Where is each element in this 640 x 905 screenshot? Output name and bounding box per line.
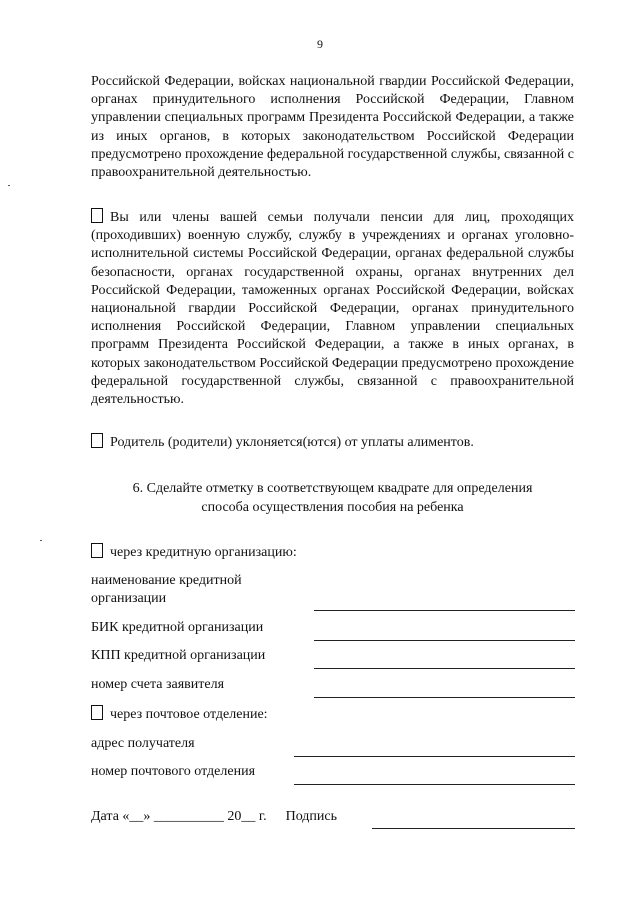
page-number: 9 bbox=[317, 37, 323, 51]
section-6-heading-line2: способа осуществления пособия на ребенка bbox=[201, 500, 464, 515]
pension-option bbox=[91, 208, 574, 409]
post-checkbox[interactable] bbox=[91, 705, 103, 720]
post-option bbox=[91, 705, 268, 724]
credit-option-label: через кредитную организацию: bbox=[110, 545, 297, 560]
signature-label: Подпись bbox=[285, 809, 337, 824]
address-field[interactable] bbox=[294, 756, 575, 757]
account-field[interactable] bbox=[314, 697, 575, 698]
bank-name-label-line1: наименование кредитной bbox=[91, 573, 242, 588]
post-option-label: через почтовое отделение: bbox=[110, 707, 268, 722]
credit-option bbox=[91, 543, 297, 562]
bik-label: БИК кредитной организации bbox=[91, 620, 264, 635]
paragraph-continued: Российской Федерации, войсках национальной гвардии Российской Федерации, органах принудительного исполнения Российской Федерации, Главном управлении специальных программ Президента Российской Федерации, а также из иных органов, в которых законодательством Российской Федерации предусмотрено прохождение федеральной государственной службы, связанной с правоохранительной деятельностью. bbox=[91, 74, 574, 181]
bank-name-label-line2: организации bbox=[91, 591, 167, 606]
post-office-label: номер почтового отделения bbox=[91, 764, 256, 779]
pension-option-text: Вы или члены вашей семьи получали пенсии для лиц, проходящих (проходивших) военную службу, службу в учреждениях и органах уголовно-исполнительной системы Российской Федерации, органах федеральной службы безопасности, органах государственной охраны, органах внутренних дел Российской Федерации, таможенных органах Российской Федерации, войсках национальной гвардии Российской Федерации, органах принудительного исполнения Российской Федерации, Главном управлении специальных программ Президента Российской Федерации, а также в иных органах, в которых законодательством Российской Федерации предусмотрено прохождение федеральной государственной службы, связанной с правоохранительной деятельностью. bbox=[91, 210, 574, 408]
alimony-option bbox=[91, 433, 574, 452]
section-6-heading-line1: 6. Сделайте отметку в соответствующем квадрате для определения bbox=[132, 481, 533, 496]
date-field[interactable]: Дата «__» __________ 20__ г. bbox=[91, 809, 267, 824]
margin-mark bbox=[40, 540, 42, 541]
signature-field[interactable] bbox=[372, 828, 575, 829]
bank-name-field[interactable] bbox=[314, 610, 575, 611]
address-label: адрес получателя bbox=[91, 736, 195, 751]
alimony-checkbox[interactable] bbox=[91, 433, 103, 448]
bik-field[interactable] bbox=[314, 640, 575, 641]
margin-mark bbox=[8, 185, 10, 186]
pension-checkbox[interactable] bbox=[91, 208, 103, 223]
post-office-field[interactable] bbox=[294, 784, 575, 785]
date-signature-row bbox=[91, 808, 337, 826]
bank-name-label bbox=[91, 572, 242, 608]
section-6-heading bbox=[91, 479, 574, 517]
account-label: номер счета заявителя bbox=[91, 677, 225, 692]
kpp-field[interactable] bbox=[314, 668, 575, 669]
alimony-option-text: Родитель (родители) уклоняется(ются) от уплаты алиментов. bbox=[110, 435, 474, 450]
credit-checkbox[interactable] bbox=[91, 543, 103, 558]
kpp-label: КПП кредитной организации bbox=[91, 648, 266, 663]
